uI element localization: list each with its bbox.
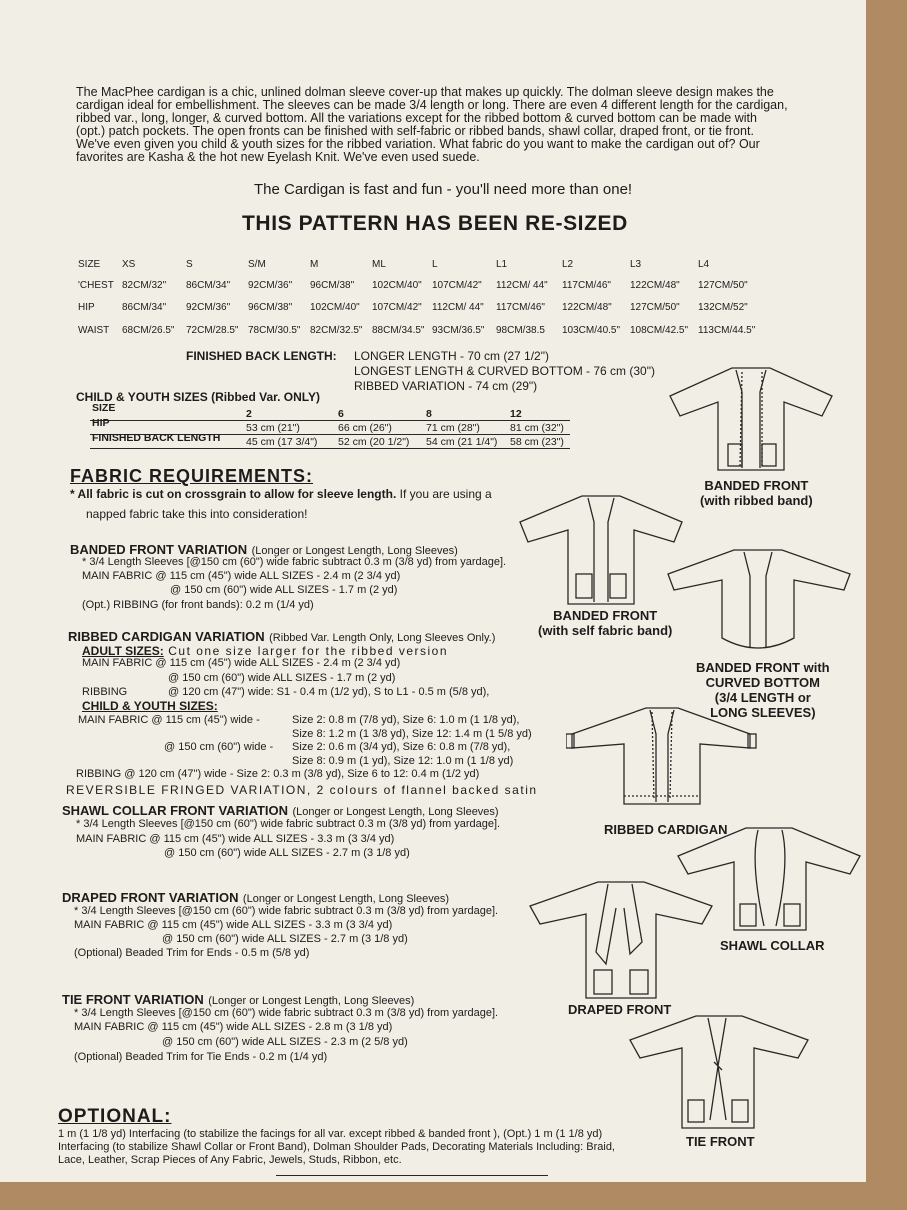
tie-line: @ 150 cm (60") wide ALL SIZES - 2.3 m (2 5/8 yd) [162, 1036, 408, 1048]
tie-line: MAIN FABRIC @ 115 cm (45") wide ALL SIZES - 2.8 m (3 1/8 yd) [74, 1021, 393, 1033]
table-cell: 98CM/38.5 [496, 325, 545, 336]
ribbed-line: @ 150 cm (60") wide ALL SIZES - 1.7 m (2 yd) [168, 672, 396, 684]
tie-label: TIE FRONT [686, 1134, 755, 1149]
table-cell: 54 cm (21 1/4") [426, 436, 498, 448]
ribbing-value: @ 120 cm (47") wide: S1 - 0.4 m (1/2 yd), S to L1 - 0.5 m (5/8 yd), [168, 686, 490, 698]
table-cell: 132CM/52" [698, 302, 748, 313]
finished-back-length-label: FINISHED BACK LENGTH: [186, 349, 337, 363]
child-row-label: HIP [92, 417, 110, 429]
ribbed-child-line: Size 2: 0.8 m (7/8 yd), Size 6: 1.0 m (1 1/8 yd), [292, 714, 520, 726]
table-cell: 112CM/ 44" [496, 280, 548, 291]
optional-line: 1 m (1 1/8 yd) Interfacing (to stabilize the facings for all var. except ribbed & banded front ), (Opt.) 1 m (1 1/8 yd) [58, 1128, 603, 1140]
table-cell: 82CM/32" [122, 280, 167, 291]
table-cell: 71 cm (28") [426, 422, 480, 434]
child-size-col: 8 [426, 408, 432, 420]
table-cell: 81 cm (32") [510, 422, 564, 434]
ribbed-child-line: Size 8: 1.2 m (1 3/8 yd), Size 12: 1.4 m (1 5/8 yd) [292, 728, 532, 740]
tie-line: (Optional) Beaded Trim for Tie Ends - 0.2 m (1/4 yd) [74, 1051, 328, 1063]
child-youth-title: CHILD & YOUTH SIZES (Ribbed Var. ONLY) [76, 390, 321, 404]
row-label: 'CHEST [78, 280, 114, 291]
table-cell: 102CM/40" [310, 302, 360, 313]
adult-sizes-note: Cut one size larger for the ribbed version [168, 644, 449, 658]
shawl-line: MAIN FABRIC @ 115 cm (45") wide ALL SIZES - 3.3 m (3 3/4 yd) [76, 833, 395, 845]
tie-illustration [626, 1012, 812, 1132]
banded-curved-illustration [664, 546, 854, 658]
table-cell: 103CM/40.5" [562, 325, 621, 336]
table-cell: 96CM/38" [248, 302, 293, 313]
shawl-title: SHAWL COLLAR FRONT VARIATION [62, 803, 289, 818]
draped-line: * 3/4 Length Sleeves [@150 cm (60") wide fabric subtract 0.3 m (3/8 yd) from yardage]. [74, 905, 499, 917]
table-cell: 58 cm (23") [510, 436, 564, 448]
tagline: The Cardigan is fast and fun - you'll need more than one! [254, 181, 633, 198]
child-youth-table [90, 402, 570, 448]
adult-sizes-label: ADULT SIZES: [82, 644, 164, 658]
table-cell: 82CM/32.5" [310, 325, 363, 336]
table-cell: 86CM/34" [122, 302, 167, 313]
size-col: L4 [698, 259, 710, 270]
size-col: L [432, 259, 438, 270]
reversible-variation: REVERSIBLE FRINGED VARIATION, 2 colours of flannel backed satin [66, 783, 538, 797]
table-cell: 122CM/48" [630, 280, 680, 291]
ribbed-title-note: (Ribbed Var. Length Only, Long Sleeves Only.) [269, 632, 496, 644]
table-cell: 93CM/36.5" [432, 325, 485, 336]
fabric-note-line2: napped fabric take this into consideration! [86, 507, 308, 521]
table-cell: 127CM/50" [698, 280, 748, 291]
size-col: M [310, 259, 319, 270]
shawl-line: * 3/4 Length Sleeves [@150 cm (60") wide fabric subtract 0.3 m (3/8 yd) from yardage]. [76, 818, 501, 830]
shawl-label: SHAWL COLLAR [720, 938, 825, 953]
ribbed-child-line: @ 150 cm (60") wide - [164, 741, 274, 753]
ribbed-title: RIBBED CARDIGAN VARIATION [68, 629, 265, 644]
child-sizes-label: CHILD & YOUTH SIZES: [82, 699, 218, 713]
back-length-line: LONGER LENGTH - 70 cm (27 1/2") [354, 349, 549, 363]
banded-self-label: BANDED FRONT (with self fabric band) [538, 608, 673, 638]
shawl-title-note: (Longer or Longest Length, Long Sleeves) [292, 806, 499, 818]
resized-heading: THIS PATTERN HAS BEEN RE-SIZED [242, 212, 628, 235]
banded-line: * 3/4 Length Sleeves [@150 cm (60") wide fabric subtract 0.3 m (3/8 yd) from yardage]. [82, 556, 507, 568]
table-cell: 86CM/34" [186, 280, 231, 291]
table-cell: 66 cm (26") [338, 422, 392, 434]
table-cell: 92CM/36" [186, 302, 231, 313]
banded-ribbed-label: BANDED FRONT (with ribbed band) [700, 478, 813, 508]
banded-self-illustration [516, 490, 686, 608]
draped-line: MAIN FABRIC @ 115 cm (45") wide ALL SIZES - 3.3 m (3 3/4 yd) [74, 919, 393, 931]
ribbing-label: RIBBING [82, 686, 128, 698]
draped-title-note: (Longer or Longest Length, Long Sleeves) [242, 893, 450, 905]
child-row-label: FINISHED BACK LENGTH [92, 432, 221, 444]
table-cell: 113CM/44.5" [698, 325, 756, 336]
optional-heading: OPTIONAL: [58, 1106, 172, 1127]
size-col: L2 [562, 259, 574, 270]
banded-title: BANDED FRONT VARIATION [70, 542, 248, 557]
tie-title-note: (Longer or Longest Length, Long Sleeves) [208, 995, 415, 1007]
table-cell: 68CM/26.5" [122, 325, 175, 336]
size-col: XS [122, 259, 136, 270]
row-label: HIP [78, 302, 95, 313]
table-cell: 88CM/34.5" [372, 325, 425, 336]
table-cell: 52 cm (20 1/2") [338, 436, 410, 448]
ribbed-child-ribbing: RIBBING @ 120 cm (47") wide - Size 2: 0.3 m (3/8 yd), Size 6 to 12: 0.4 m (1/2 yd) [76, 768, 480, 780]
ribbed-child-line: Size 8: 0.9 m (1 yd), Size 12: 1.0 m (1 1/8 yd) [292, 755, 514, 767]
optional-line: Interfacing (to stabilize Shawl Collar or Front Band), Dolman Shoulder Pads, Decorating Materials Including: Braid, [58, 1141, 615, 1153]
table-cell: 117CM/46" [562, 280, 611, 291]
draped-line: @ 150 cm (60") wide ALL SIZES - 2.7 m (3 1/8 yd) [162, 933, 408, 945]
fabric-requirements-heading: FABRIC REQUIREMENTS: [70, 466, 314, 486]
back-length-line: RIBBED VARIATION - 74 cm (29") [354, 379, 538, 393]
row-label: WAIST [78, 325, 110, 336]
draped-label: DRAPED FRONT [568, 1002, 672, 1017]
tie-line: * 3/4 Length Sleeves [@150 cm (60") wide fabric subtract 0.3 m (3/8 yd) from yardage]. [74, 1007, 499, 1019]
draped-title: DRAPED FRONT VARIATION [62, 890, 239, 905]
table-cell: 78CM/30.5" [248, 325, 301, 336]
child-size-col: 12 [510, 408, 522, 420]
ribbed-child-line: MAIN FABRIC @ 115 cm (45") wide - [78, 714, 260, 726]
table-cell: 92CM/36" [248, 280, 293, 291]
size-col: S/M [248, 259, 266, 270]
table-cell: 102CM/40" [372, 280, 422, 291]
back-length-line: LONGEST LENGTH & CURVED BOTTOM - 76 cm (30") [354, 364, 655, 378]
table-cell: 107CM/42" [432, 280, 482, 291]
ribbed-label: RIBBED CARDIGAN [604, 822, 728, 837]
size-col: L1 [496, 259, 508, 270]
ribbed-line: MAIN FABRIC @ 115 cm (45") wide ALL SIZES - 2.4 m (2 3/4 yd) [82, 657, 401, 669]
table-cell: 45 cm (17 3/4") [246, 436, 318, 448]
draped-illustration [526, 878, 716, 1002]
table-cell: 53 cm (21") [246, 422, 300, 434]
table-cell: 112CM/ 44" [432, 302, 484, 313]
table-cell: 108CM/42.5" [630, 325, 689, 336]
banded-line: (Opt.) RIBBING (for front bands): 0.2 m (1/4 yd) [82, 599, 314, 611]
table-cell: 72CM/28.5" [186, 325, 239, 336]
ribbed-child-line: Size 2: 0.6 m (3/4 yd), Size 6: 0.8 m (7/8 yd), [292, 741, 511, 753]
draped-line: (Optional) Beaded Trim for Ends - 0.5 m (5/8 yd) [74, 947, 310, 959]
banded-line: MAIN FABRIC @ 115 cm (45") wide ALL SIZES - 2.4 m (2 3/4 yd) [82, 570, 401, 582]
intro-paragraph: The MacPhee cardigan is a chic, unlined dolman sleeve cover-up that makes up quickly. The dolman sleeve design makes the cardigan ideal for embellishment. The sleeves can be made 3/4 length or long. There are even 4 different length for the cardigan, ribbed var., long, longer, & curved bottom. All the variations except for the ribbed bottom & curved bottom can be made with (opt.) patch pockets. The open fronts can be finished with self-fabric or ribbed bands, shawl collar, draped front, or tie front. We've even given you child & youth sizes for the ribbed variation. What fabric do you want to make the cardigan out of? Our favorites are Kasha & the hot new Eyelash Knit. We've even used suede. [76, 85, 788, 164]
size-col: L3 [630, 259, 642, 270]
table-cell: 122CM/48" [562, 302, 612, 313]
size-label: SIZE [78, 259, 101, 270]
size-col: S [186, 259, 193, 270]
shawl-line: @ 150 cm (60") wide ALL SIZES - 2.7 m (3 1/8 yd) [164, 847, 410, 859]
banded-line: @ 150 cm (60") wide ALL SIZES - 1.7 m (2 yd) [170, 584, 398, 596]
banded-title-note: (Longer or Longest Length, Long Sleeves) [251, 545, 458, 557]
table-cell: 107CM/42" [372, 302, 422, 313]
fabric-note-bold: * All fabric is cut on crossgrain to allow for sleeve length. [70, 487, 397, 501]
optional-line: Lace, Leather, Scrap Pieces of Any Fabric, Jewels, Studs, Ribbon, etc. [58, 1154, 402, 1166]
table-cell: 96CM/38" [310, 280, 355, 291]
tie-title: TIE FRONT VARIATION [62, 992, 204, 1007]
fabric-note-rest: If you are using a [399, 487, 492, 501]
size-col: ML [372, 259, 386, 270]
child-size-col: 2 [246, 408, 252, 420]
ribbed-illustration [566, 704, 758, 812]
table-cell: 127CM/50" [630, 302, 680, 313]
banded-curved-label: BANDED FRONT with CURVED BOTTOM (3/4 LENGTH or LONG SLEEVES) [696, 660, 830, 720]
child-size-col: 6 [338, 408, 344, 420]
child-size-label: SIZE [92, 402, 116, 414]
table-cell: 117CM/46" [496, 302, 545, 313]
banded-ribbed-illustration [666, 362, 836, 474]
